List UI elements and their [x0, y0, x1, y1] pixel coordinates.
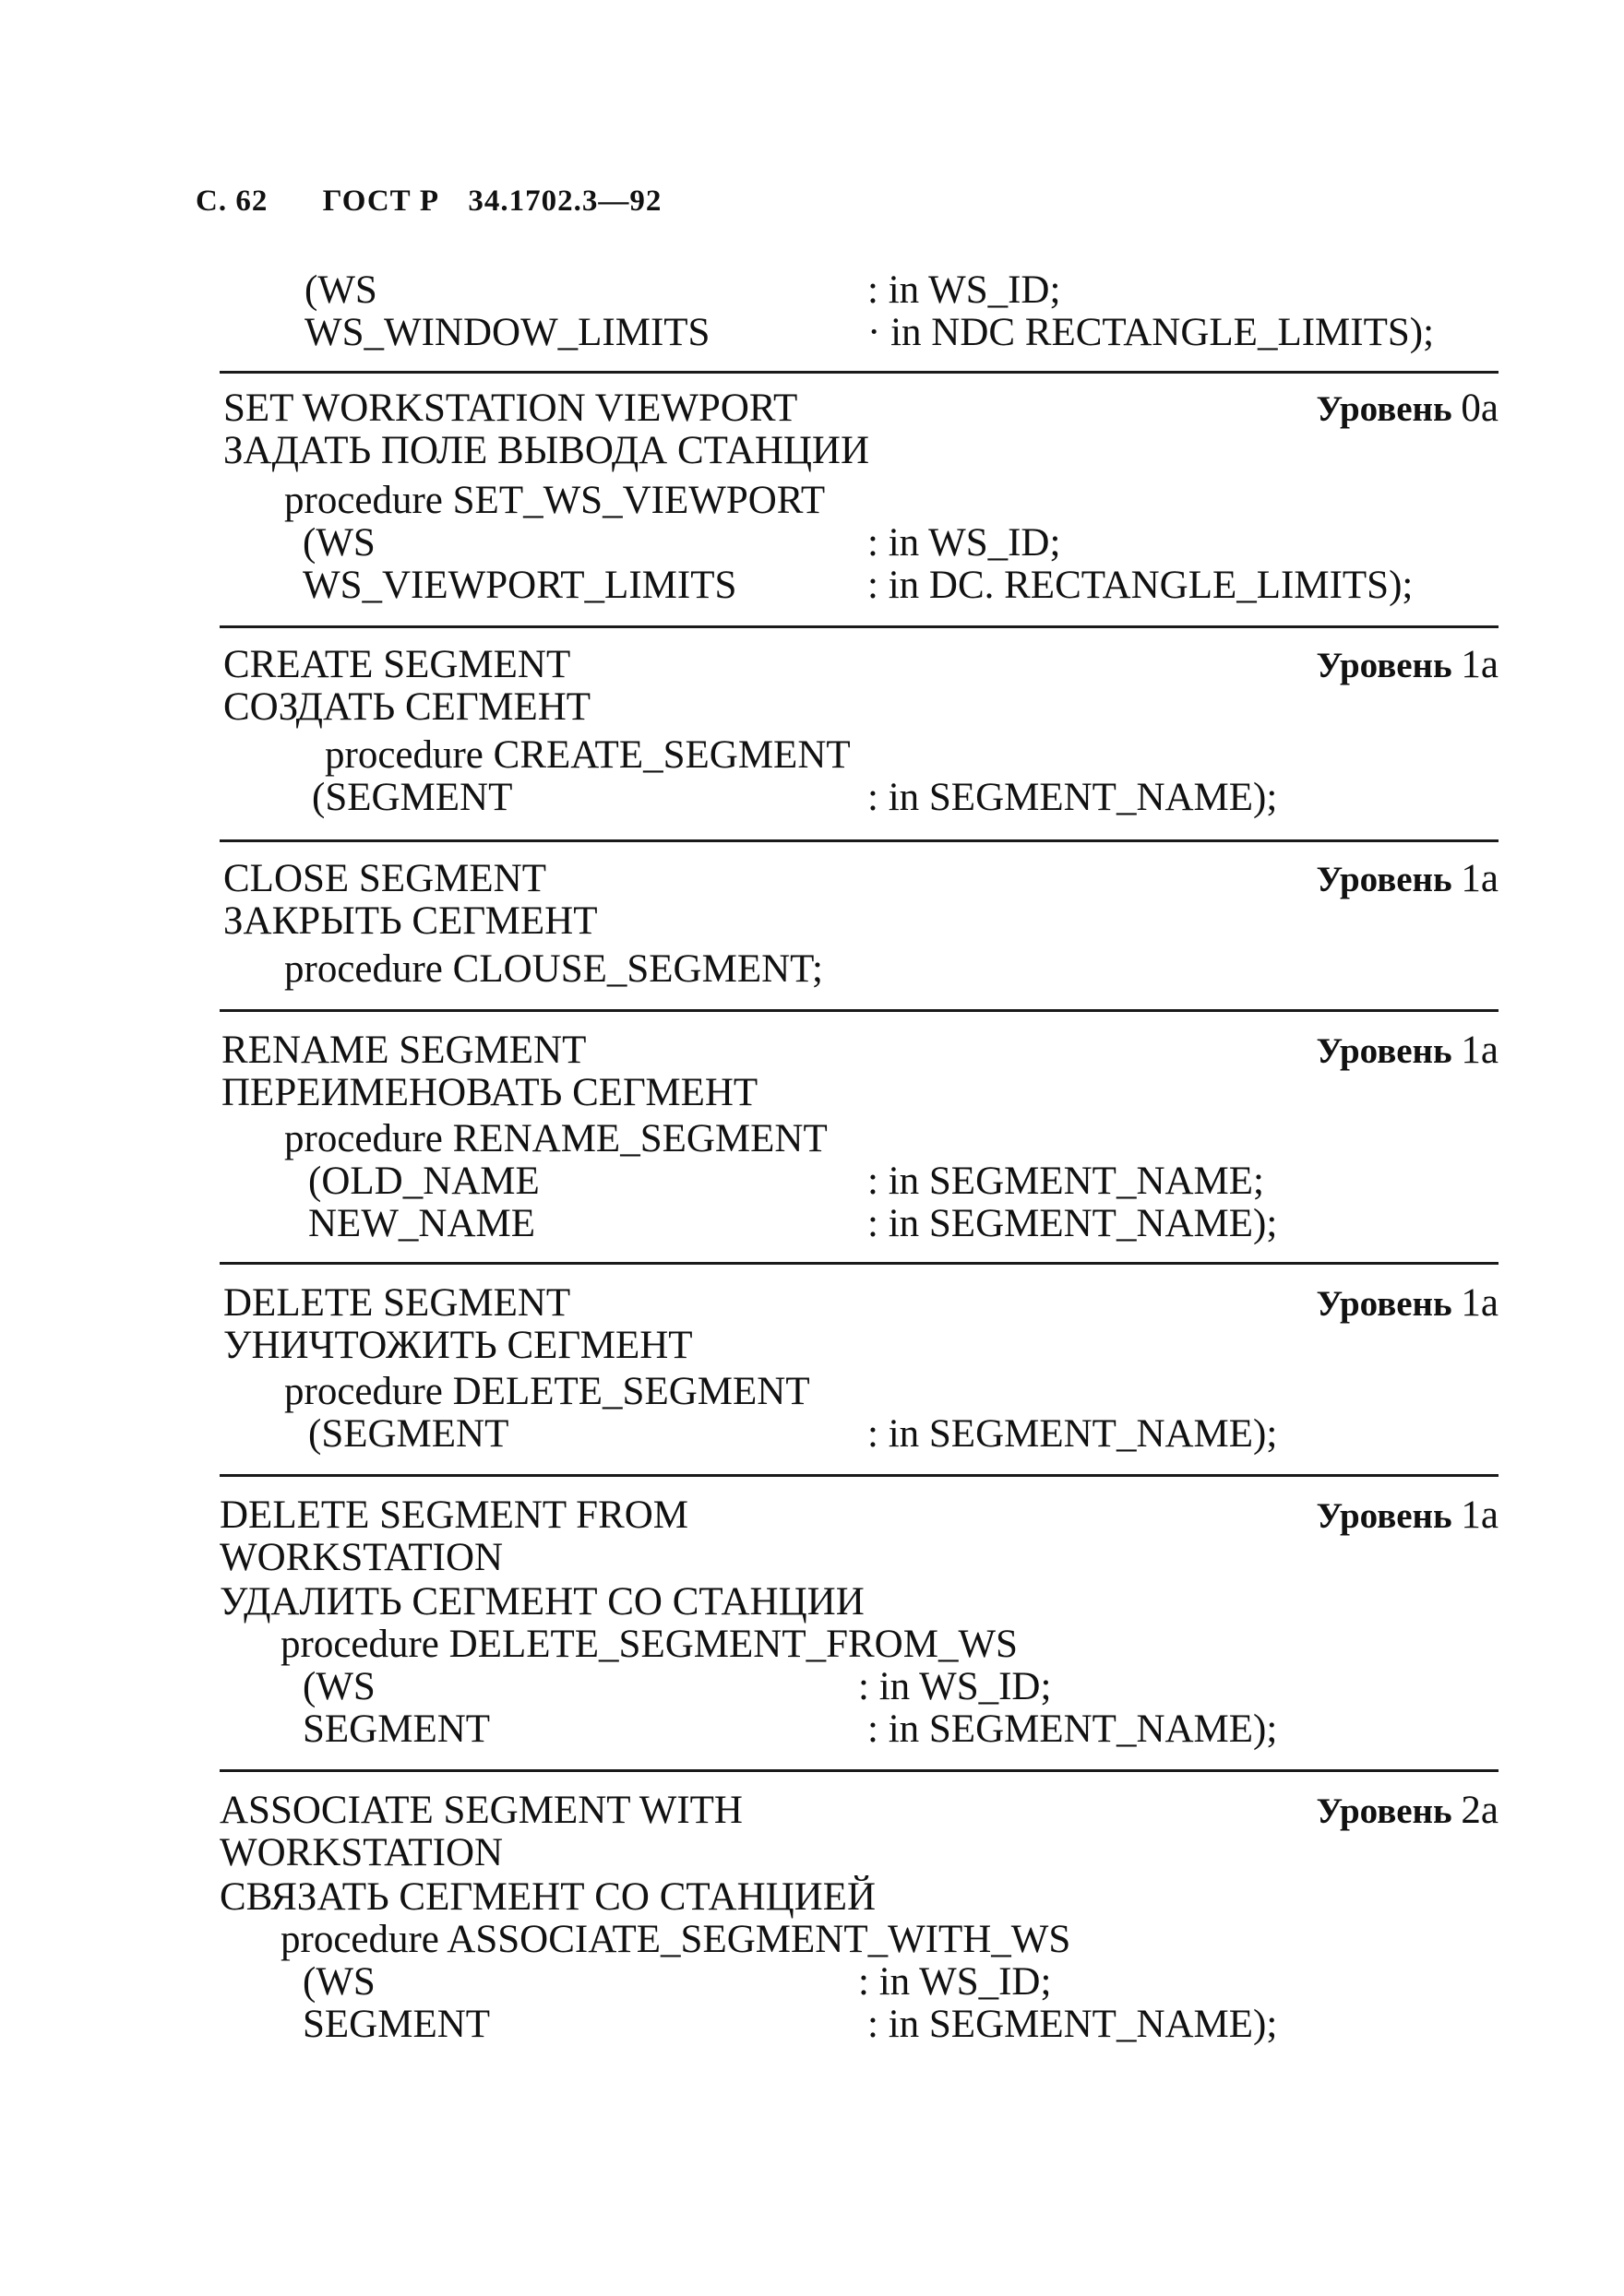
level-label: Уровень 2a	[1316, 1789, 1499, 1832]
entry-title-en: WORKSTATION	[220, 1536, 504, 1579]
level-label: Уровень 1a	[1316, 857, 1499, 900]
intro-type: · in NDC RECTANGLE_LIMITS);	[867, 311, 1435, 354]
param-type: : in SEGMENT_NAME);	[867, 2003, 1278, 2046]
procedure-signature: procedure SET_WS_VIEWPORT	[284, 479, 826, 522]
level-label: Уровень 1a	[1316, 643, 1499, 686]
param-name: SEGMENT	[303, 2003, 491, 2046]
entry-title-en: WORKSTATION	[220, 1831, 504, 1874]
entry-title-en: CLOSE SEGMENT	[223, 857, 546, 900]
param-name: WS_VIEWPORT_LIMITS	[303, 564, 737, 607]
intro-param: (WS	[304, 268, 377, 312]
entry-title-ru: СОЗДАТЬ СЕГМЕНТ	[223, 685, 591, 729]
entry-title-en: ASSOCIATE SEGMENT WITH	[220, 1789, 743, 1832]
param-name: (OLD_NAME	[308, 1160, 540, 1203]
param-name: NEW_NAME	[308, 1202, 536, 1245]
intro-param: WS_WINDOW_LIMITS	[304, 311, 710, 354]
level-label: Уровень 0a	[1316, 387, 1499, 430]
param-name: (SEGMENT	[308, 1412, 509, 1456]
param-name: SEGMENT	[303, 1707, 491, 1751]
param-type: : in WS_ID;	[858, 1960, 1052, 2004]
param-name: (SEGMENT	[312, 776, 513, 819]
divider	[220, 371, 1499, 374]
param-type: : in WS_ID;	[858, 1665, 1052, 1708]
entry-title-ru: УНИЧТОЖИТЬ СЕГМЕНТ	[223, 1324, 693, 1367]
param-name: (WS	[303, 1665, 376, 1708]
entry-title-ru: ЗАКРЫТЬ СЕГМЕНТ	[223, 899, 598, 943]
param-name: (WS	[303, 521, 376, 565]
param-type: : in SEGMENT_NAME);	[867, 1707, 1278, 1751]
procedure-signature: procedure DELETE_SEGMENT_FROM_WS	[281, 1623, 1018, 1666]
procedure-signature: procedure CLOUSE_SEGMENT;	[284, 947, 824, 991]
procedure-signature: procedure CREATE_SEGMENT	[325, 733, 851, 777]
entry-title-ru: СВЯЗАТЬ СЕГМЕНТ СО СТАНЦИЕЙ	[220, 1875, 877, 1919]
param-type: : in SEGMENT_NAME;	[867, 1160, 1264, 1203]
entry-title-en: RENAME SEGMENT	[221, 1029, 587, 1072]
standard-number: 34.1702.3—92	[468, 184, 663, 218]
divider	[220, 625, 1499, 628]
divider	[220, 1009, 1499, 1012]
param-type: : in WS_ID;	[867, 521, 1061, 565]
procedure-signature: procedure RENAME_SEGMENT	[284, 1117, 828, 1160]
entry-title-ru: УДАЛИТЬ СЕГМЕНТ СО СТАНЦИИ	[220, 1580, 865, 1624]
entry-title-ru: ПЕРЕИМЕНОВАТЬ СЕГМЕНТ	[221, 1071, 758, 1114]
divider	[220, 839, 1499, 842]
level-label: Уровень 1a	[1316, 1281, 1499, 1325]
level-label: Уровень 1a	[1316, 1029, 1499, 1072]
procedure-signature: procedure DELETE_SEGMENT	[284, 1370, 810, 1413]
param-type: : in DC. RECTANGLE_LIMITS);	[867, 564, 1414, 607]
page-header	[196, 184, 662, 219]
entry-title-en: DELETE SEGMENT	[223, 1281, 571, 1325]
param-type: : in SEGMENT_NAME);	[867, 1202, 1278, 1245]
divider	[220, 1474, 1499, 1477]
param-type: : in SEGMENT_NAME);	[867, 1412, 1278, 1456]
divider	[220, 1769, 1499, 1772]
level-label: Уровень 1a	[1316, 1493, 1499, 1537]
entry-title-en: DELETE SEGMENT FROM	[220, 1493, 689, 1537]
procedure-signature: procedure ASSOCIATE_SEGMENT_WITH_WS	[281, 1918, 1071, 1961]
standard-label: ГОСТ Р	[322, 184, 440, 218]
entry-title-en: SET WORKSTATION VIEWPORT	[223, 387, 798, 430]
intro-type: : in WS_ID;	[867, 268, 1061, 312]
entry-title-en: CREATE SEGMENT	[223, 643, 571, 686]
divider	[220, 1262, 1499, 1265]
param-name: (WS	[303, 1960, 376, 2004]
page-number: С. 62	[196, 184, 269, 218]
entry-title-ru: ЗАДАТЬ ПОЛЕ ВЫВОДА СТАНЦИИ	[223, 429, 870, 472]
param-type: : in SEGMENT_NAME);	[867, 776, 1278, 819]
